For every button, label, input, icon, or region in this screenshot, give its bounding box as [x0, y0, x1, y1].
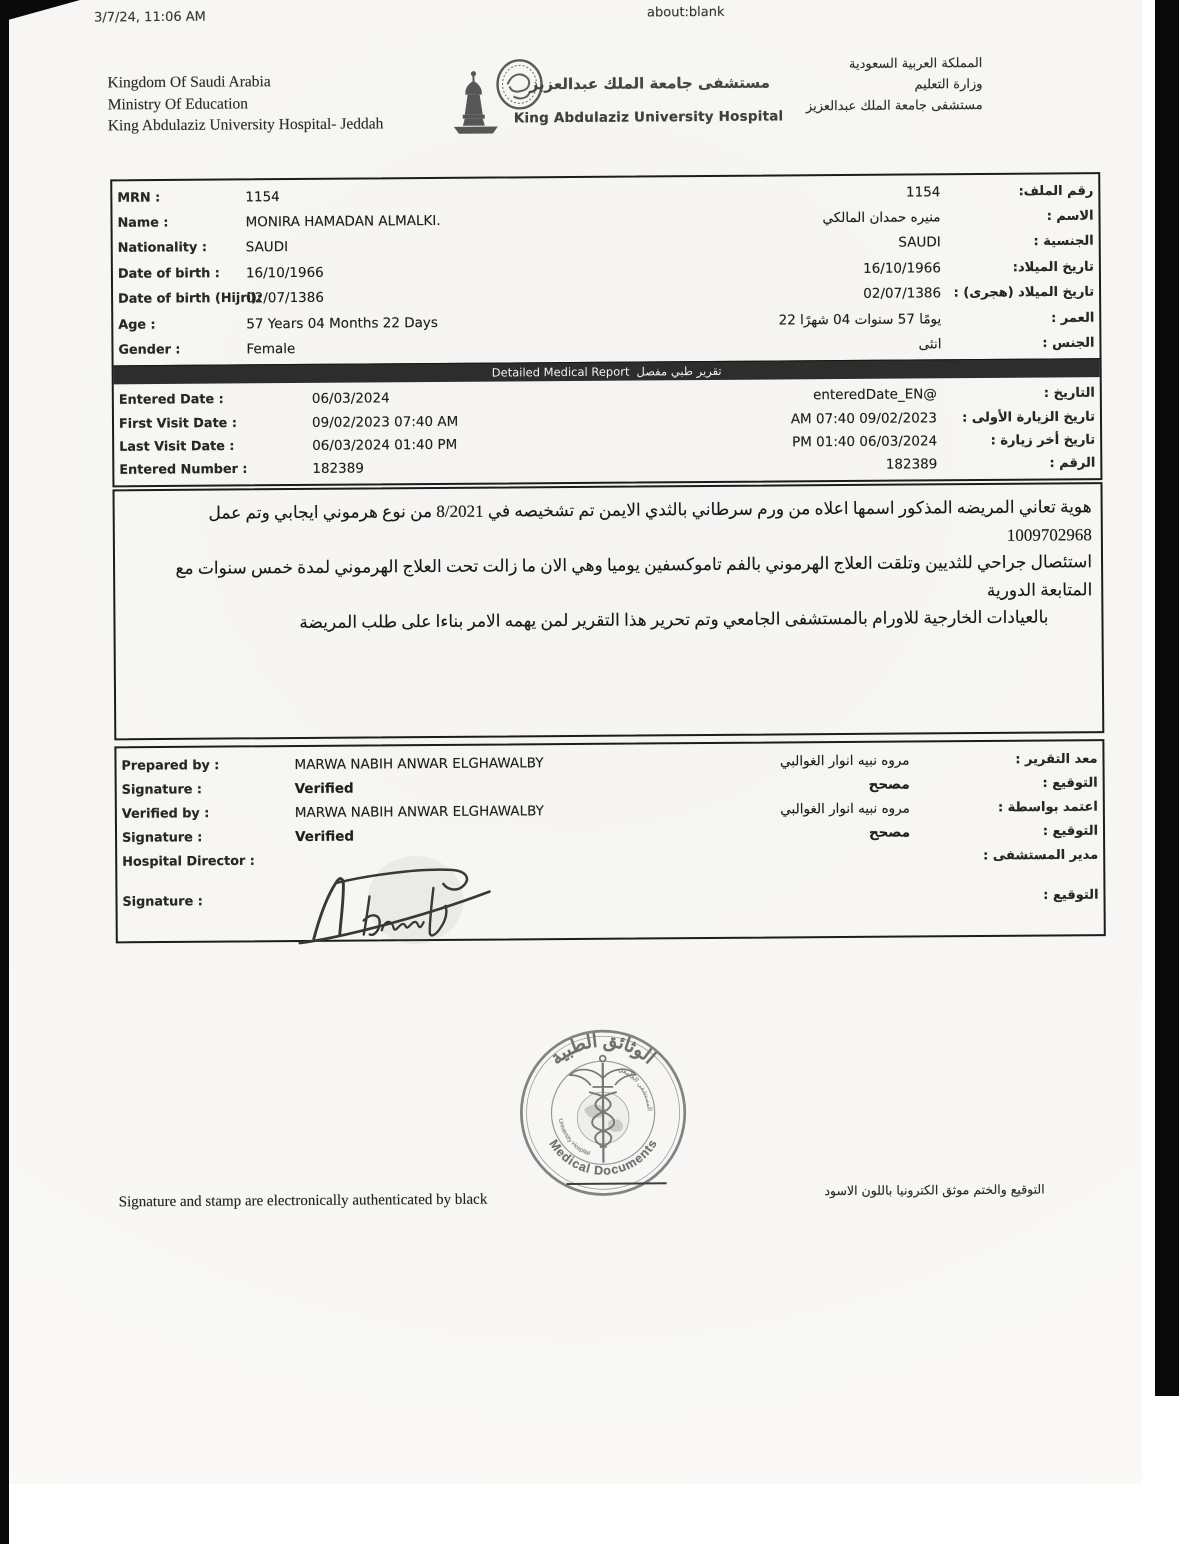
- field-label-en: Age :: [118, 317, 156, 333]
- field-label-en: Entered Date :: [118, 392, 224, 409]
- field-label-en: Signature :: [121, 782, 203, 798]
- field-value-ar: مصحح: [868, 776, 910, 793]
- field-label-ar: الجنسية :: [1033, 234, 1094, 250]
- report-title-en: Detailed Medical Report: [491, 364, 630, 380]
- letterhead-ar-line: وزارة التعليم: [914, 76, 983, 93]
- field-label-en: Verified by :: [121, 806, 210, 822]
- svg-text:الوثائق الطبية: [546, 1030, 659, 1069]
- field-label-ar: الجنس :: [1042, 335, 1095, 352]
- visit-rows: [114, 377, 1101, 486]
- field-label-en: Last Visit Date :: [119, 438, 235, 455]
- field-value-ar: مصحح: [868, 824, 911, 841]
- field-label-ar: التوقيع :: [1043, 887, 1099, 904]
- field-value-en: 57 Years 04 Months 22 Days: [246, 314, 438, 333]
- field-value-ar: 02/07/1386: [863, 285, 942, 303]
- report-line: هوية تعاني المريضه المذكور اسمها اعلاه من ورم سرطاني بالثدي الايمن تم تشخيصه في 8/2021 من نوع هرموني ايجابي وتم عمل 1009702968: [208, 497, 1092, 545]
- field-value-ar: يومًا 57 سنوات 04 شهرًا 22: [778, 310, 942, 329]
- authentication-note-en: Signature and stamp are electronically authenticated by black: [118, 1191, 488, 1211]
- field-label-en: Prepared by :: [121, 758, 220, 774]
- field-label-en: MRN :: [117, 190, 161, 206]
- stamp-inner-right-text: المستشفى الجامعي: [617, 1065, 653, 1112]
- field-label-ar: الرقم :: [1049, 455, 1096, 471]
- field-value-en: Verified: [294, 828, 355, 846]
- field-label-en: Nationality :: [117, 240, 207, 257]
- print-page-title: about:blank: [646, 4, 725, 21]
- field-label-ar: معد التقرير :: [1015, 751, 1098, 768]
- document-sheet: [6, 0, 1163, 1544]
- field-value-en: 09/02/2023 07:40 AM: [311, 413, 459, 431]
- field-value-en: Female: [246, 341, 296, 358]
- report-line: استئصال جراحي للثديين وتلقت العلاج الهرموني بالفم تاموكسفين يوميا وهي الان ما زالت تحت العلاج الهرموني لمدة خمس سنوات مع المتابعة الدورية: [175, 552, 1093, 600]
- field-label-en: Signature :: [122, 894, 203, 910]
- field-value-ar: @enteredDate_EN: [813, 386, 937, 404]
- field-value-ar: 06/03/2024 01:40 PM: [791, 433, 938, 451]
- letterhead-ar-line: مستشفى جامعة الملك عبدالعزيز: [805, 97, 983, 115]
- field-label-ar: التاريخ :: [1043, 385, 1095, 402]
- table-row: [117, 883, 1103, 914]
- patient-rows: [112, 174, 1099, 365]
- field-value-en: 1154: [245, 188, 280, 206]
- field-value-en: 16/10/1966: [245, 264, 324, 282]
- field-value-en: MONIRA HAMADAN ALMALKI.: [245, 213, 441, 231]
- document-page: [9, 0, 1179, 1544]
- signature-rows: [116, 741, 1103, 914]
- field-value-en: MARWA NABIH ANWAR ELGHAWALBY: [294, 803, 544, 822]
- field-value-ar: 182389: [885, 456, 938, 473]
- field-label-ar: تاريخ الميلاد (هجرى) :: [953, 284, 1095, 301]
- report-line: بالعيادات الخارجية للاورام بالمستشفى الجامعي وتم تحرير هذا التقرير لمن يهمه الامر بناءا على طلب المريضة: [299, 607, 1049, 632]
- letterhead-english: [107, 70, 383, 137]
- photo-edge-left: [0, 0, 9, 1544]
- photo-edge-right: [1155, 0, 1179, 1396]
- signature-table: [114, 739, 1105, 943]
- field-value-ar: 1154: [905, 183, 941, 201]
- field-label-en: Gender :: [118, 342, 181, 358]
- field-label-ar: تاريخ أخر زيارة :: [990, 432, 1096, 449]
- letterhead-en-line: Kingdom Of Saudi Arabia: [107, 73, 271, 92]
- letterhead-en-line: Ministry Of Education: [107, 94, 249, 113]
- field-value-ar: 16/10/1966: [863, 260, 941, 277]
- field-value-en: Verified: [294, 780, 354, 798]
- letterhead-arabic: [806, 53, 983, 117]
- logo-title-english: King Abdulaziz University Hospital: [513, 108, 784, 127]
- report-title-ar: تقرير طبي مفصل: [636, 363, 722, 379]
- field-value-ar: 09/02/2023 07:40 AM: [790, 409, 938, 427]
- field-label-en: Name :: [117, 215, 169, 231]
- patient-info-table: [110, 172, 1102, 488]
- field-label-en: Signature :: [121, 830, 203, 846]
- stamp-inner-left-text: University Hospital: [556, 1118, 591, 1158]
- field-label-ar: مدير المستشفى :: [983, 847, 1099, 864]
- field-value-ar: مروه نبيه انوار الغوالبي: [779, 752, 910, 770]
- stamp-arc-top-text: الوثائق الطبية: [546, 1030, 660, 1069]
- field-label-en: Date of birth :: [117, 265, 220, 282]
- field-value-en: 06/03/2024: [311, 390, 390, 408]
- report-paragraph: [115, 484, 1102, 638]
- field-value-ar: مروه نبيه انوار الغوالبي: [780, 800, 910, 818]
- field-label-ar: التوقيع :: [1042, 823, 1099, 840]
- field-value-en: 182389: [312, 460, 364, 477]
- authentication-note-ar: التوقيع والختم موثق الكترونيا باللون الاسود: [824, 1181, 1045, 1199]
- medical-report-body: [112, 482, 1104, 740]
- letterhead-ar-line: المملكة العربية السعودية: [848, 55, 983, 72]
- field-value-en: SAUDI: [245, 239, 289, 256]
- field-label-en: Hospital Director :: [122, 853, 255, 870]
- field-label-ar: العمر :: [1051, 310, 1095, 326]
- hospital-logo: [443, 57, 784, 139]
- field-value-ar: SAUDI: [898, 234, 941, 252]
- field-label-ar: التوقيع :: [1042, 775, 1098, 792]
- field-label-ar: اعتمد بواسطة :: [997, 799, 1098, 816]
- field-label-ar: الاسم :: [1046, 208, 1094, 225]
- field-label-en: First Visit Date :: [118, 415, 237, 432]
- stamp-arc-bottom-text: Medical Documents: [546, 1136, 661, 1178]
- field-value-ar: انثى: [918, 336, 942, 353]
- field-value-en: 02/07/1386: [246, 290, 324, 307]
- print-datetime: 3/7/24, 11:06 AM: [93, 9, 206, 26]
- field-label-en: Date of birth (Hijri):: [118, 290, 263, 308]
- field-label-ar: رقم الملف:: [1018, 183, 1094, 199]
- field-label-ar: تاريخ الميلاد:: [1012, 259, 1094, 276]
- field-label-en: Entered Number :: [119, 461, 248, 478]
- logo-title-arabic: مستشفى جامعة الملك عبدالعزيز: [529, 73, 770, 94]
- field-value-ar: منيره حمدان المالكي: [822, 209, 941, 227]
- field-value-en: 06/03/2024 01:40 PM: [312, 436, 458, 454]
- minaret-icon: [449, 68, 501, 134]
- letterhead-en-line: King Abdulaziz University Hospital- Jeddah: [107, 115, 384, 135]
- handwritten-signature: [293, 854, 499, 948]
- field-value-en: MARWA NABIH ANWAR ELGHAWALBY: [294, 755, 544, 774]
- field-label-ar: تاريخ الزيارة الأولى :: [962, 409, 1096, 426]
- medical-documents-stamp: [516, 1026, 689, 1199]
